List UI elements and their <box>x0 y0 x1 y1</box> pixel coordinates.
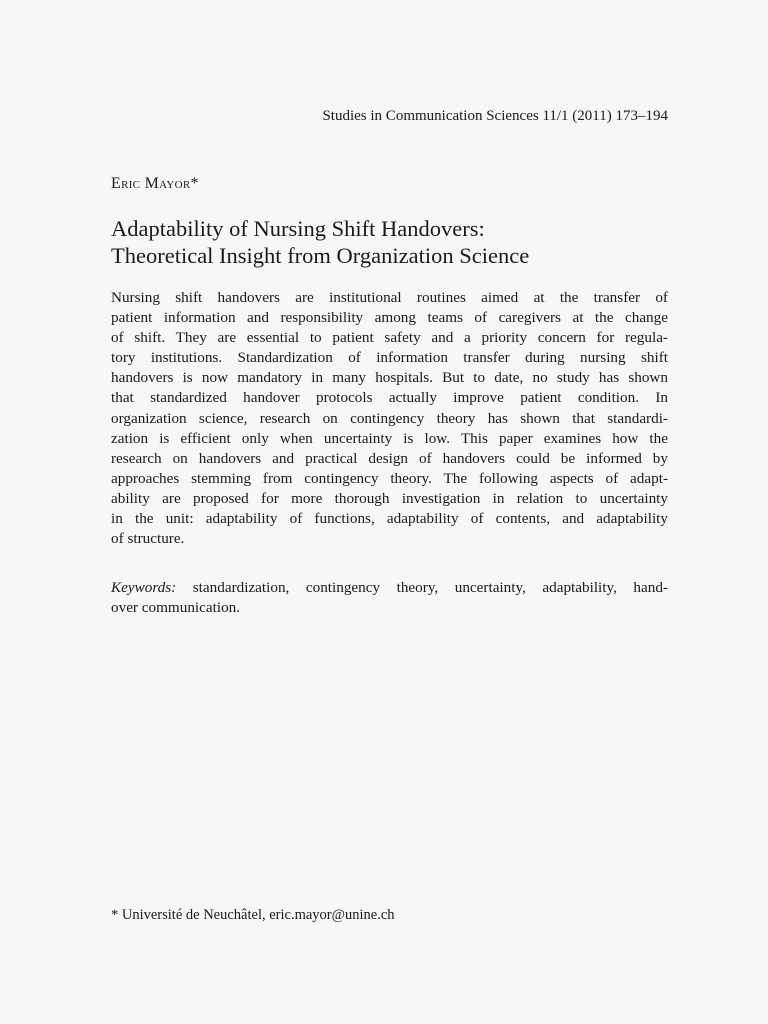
abstract-line: in the unit: adaptability of functions, adaptability of contents, and adaptability <box>111 510 668 528</box>
journal-reference: Studies in Communication Sciences 11/1 (2011) 173–194 <box>322 108 668 124</box>
author-name: Eric Mayor* <box>111 175 199 192</box>
keywords-label: Keywords: <box>111 579 177 596</box>
abstract <box>111 288 668 549</box>
abstract-line: zation is efficient only when uncertainty is low. This paper examines how the <box>111 429 668 447</box>
abstract-line: organization science, research on contingency theory has shown that standardi- <box>111 409 668 427</box>
abstract-line: approaches stemming from contingency theory. The following aspects of adapt- <box>111 469 668 487</box>
abstract-line: research on handovers and practical design of handovers could be informed by <box>111 449 668 467</box>
article-title <box>111 215 671 269</box>
abstract-line: tory institutions. Standardization of information transfer during nursing shift <box>111 349 668 367</box>
author-footnote: * Université de Neuchâtel, eric.mayor@unine.ch <box>111 907 395 923</box>
abstract-line: of structure. <box>111 530 185 548</box>
keywords-line: over communication. <box>111 599 241 617</box>
title-line: Adaptability of Nursing Shift Handovers: <box>111 216 485 241</box>
abstract-line: of shift. They are essential to patient safety and a priority concern for regula- <box>111 329 668 347</box>
title-line: Theoretical Insight from Organization Science <box>111 243 530 268</box>
keywords-text: standardization, contingency theory, uncertainty, adaptability, hand- <box>176 579 668 596</box>
keywords-line <box>111 578 668 598</box>
abstract-line: that standardized handover protocols actually improve patient condition. In <box>111 389 668 407</box>
keywords <box>111 578 668 618</box>
abstract-line: patient information and responsibility among teams of caregivers at the change <box>111 309 668 327</box>
abstract-line: ability are proposed for more thorough investigation in relation to uncertainty <box>111 489 668 507</box>
abstract-line: Nursing shift handovers are institutional routines aimed at the transfer of <box>111 289 668 306</box>
abstract-line: handovers is now mandatory in many hospitals. But to date, no study has shown <box>111 369 668 387</box>
